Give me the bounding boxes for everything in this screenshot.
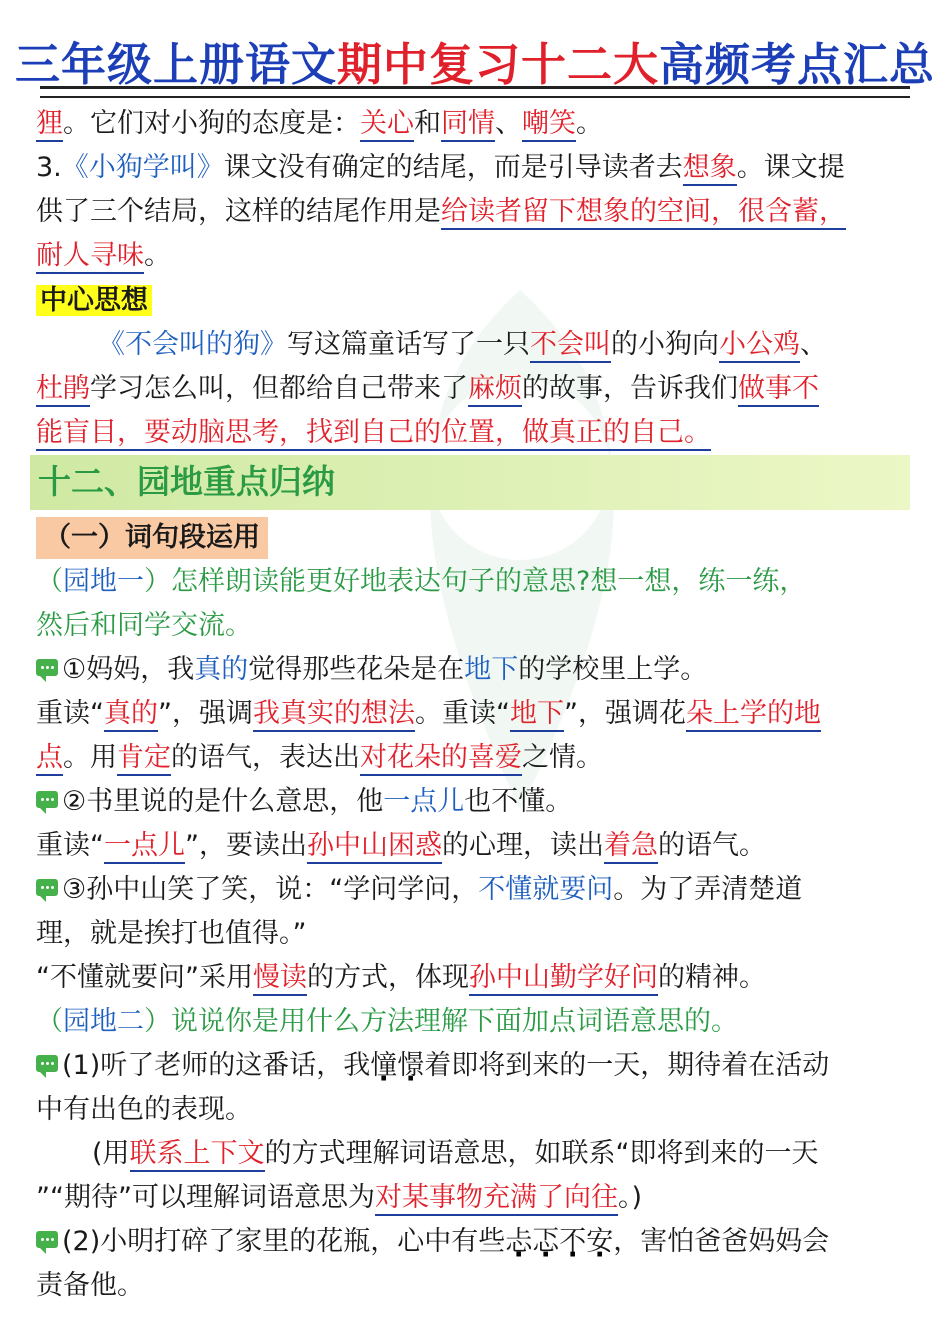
center-idea-line-1 [36,325,827,365]
chat-bubble-icon [36,879,58,896]
keyword: 点 [36,742,63,776]
answer-text: 耐人寻味 [36,240,144,274]
text: 重读“ [36,830,104,861]
sentence-3 [36,870,802,910]
text: ”，强调 [158,698,253,729]
text: 着即将到来的一天，期待着在活动 [424,1050,830,1081]
text: 。) [617,1182,643,1213]
text: 。它们对小狗的态度是： [63,108,360,139]
dotted-char: 安 [586,1226,614,1257]
text: “不懂就要问”采用 [36,962,253,993]
ending-line-2 [36,192,846,232]
keyword: 孙中山勤学好问 [469,962,658,996]
explain-1a [36,694,821,734]
chat-bubble-icon [36,1055,58,1072]
word-fox: 狸 [36,108,63,142]
text: ”，强调花 [564,698,686,729]
word-sympathy: 同情 [441,108,495,142]
text: 学习怎么叫，但都给自己带来了 [90,373,468,404]
keyword: 不懂就要问 [478,874,614,905]
center-idea-label [36,281,152,321]
dotted-char: 憧 [370,1050,398,1081]
lesson-title: 《不会叫的狗》 [98,329,287,360]
text: 的方式理解词语意思，如联系“即将到来的一天 [264,1138,819,1169]
keyword: 对某事物充满了向往 [375,1182,618,1216]
center-idea-heading: 中心思想 [36,285,152,316]
text: 、 [495,108,522,139]
keyword: 做事不 [738,373,819,407]
keyword: 我真实的想法 [253,698,415,732]
text: ③孙中山笑了笑，说：“学问学问， [62,874,479,905]
keyword: 对花朵的喜爱 [360,742,522,776]
text: 、 [800,329,827,360]
text: ”，要读出 [185,830,307,861]
keyword: 联系上下文 [130,1138,265,1172]
sentence-1 [36,650,707,690]
sentence-2 [36,782,572,822]
explain-2 [36,826,766,866]
answer-text: 给读者留下想象的空间，很含蓄， [441,196,846,230]
dotted-char: 忑 [532,1226,560,1257]
text: 。为了弄清楚道 [613,874,803,905]
text: （ [36,1006,63,1037]
garden-label: 园地二 [63,1006,144,1037]
dotted-char: 憬 [397,1050,425,1081]
answer-1a [92,1134,819,1174]
subsection-title: （一）词句段运用 [44,522,260,553]
text: (2)小明打碎了家里的花瓶，心中有些 [62,1226,506,1257]
text: ”“期待”可以理解词语意思为 [36,1182,375,1213]
answer-1b [36,1178,642,1218]
question-1 [36,1046,829,1086]
text: 的学校里上学。 [518,654,708,685]
word-ridicule: 嘲笑 [522,108,576,142]
text: (1)听了老师的这番话，我 [62,1050,371,1081]
keyword: 朵上学的地 [686,698,821,732]
text: 的语气。 [658,830,766,861]
text: ①妈妈，我 [62,654,195,685]
text: 供了三个结局，这样的结尾作用是 [36,196,441,227]
chat-bubble-icon [36,791,58,808]
keyword: 能盲目，要动脑思考，找到自己的位置，做真正的自己。 [36,417,711,451]
text: ） [144,566,171,597]
sentence-3b: 理，就是挨打也值得。” [36,918,307,949]
keyword: 地下 [510,698,564,732]
keyword: 小公鸡 [719,329,800,363]
text: 的精神。 [657,962,766,993]
keyword: 真的 [104,698,158,732]
dotted-char: 不 [559,1226,587,1257]
text: 。 [576,108,603,139]
ending-line-1 [36,148,845,188]
text: 和 [414,108,441,139]
text: ②书里说的是什么意思，他 [62,786,384,817]
lesson-title: 《小狗学叫》 [61,152,224,183]
text: （ [36,566,63,597]
explain-1b [36,738,603,778]
center-idea-line-3 [36,413,711,453]
text: 的语气，表达出 [171,742,360,773]
keyword: 麻烦 [468,373,522,407]
word-imagine: 想象 [683,152,737,186]
item-number: 3. [36,152,62,183]
text: 之情。 [522,742,603,773]
explain-3 [36,958,766,998]
text: 觉得那些花朵是在 [248,654,465,685]
attitude-line [36,104,603,144]
keyword: 一点儿 [383,786,465,817]
question-2 [36,1222,829,1262]
text: 的小狗向 [611,329,719,360]
title-part-3: 高频考点汇总 [659,38,936,91]
prompt-text: 说说你是用什么方法理解下面加点词语意思的。 [171,1006,738,1037]
question-2b: 责备他。 [36,1270,144,1301]
text: 课文没有确定的结尾，而是引导读者去 [223,152,683,183]
garden-label: 园地一 [63,566,144,597]
word-care: 关心 [360,108,414,142]
text: ） [144,1006,171,1037]
keyword: 慢读 [253,962,307,996]
text: 的心理，读出 [442,830,604,861]
text: 写这篇童话写了一只 [287,329,530,360]
text: 的方式，体现 [306,962,469,993]
chat-bubble-icon [36,659,58,676]
prompt-text: 怎样朗读能更好地表达句子的意思?想一想，练一练， [171,566,807,597]
keyword: 地下 [464,654,519,685]
text: ，害怕爸爸妈妈会 [613,1226,830,1257]
keyword: 一点儿 [104,830,185,864]
center-idea-line-2 [36,369,819,409]
text: 也不懂。 [464,786,573,817]
garden2-prompt [36,1002,738,1042]
text: 重读“ [36,698,104,729]
title-part-2: 期中复习十二大 [336,38,659,91]
title-double-rule [40,86,910,98]
question-1b: 中有出色的表现。 [36,1094,252,1125]
garden1-prompt-1 [36,562,806,602]
garden1-prompt-2: 然后和同学交流。 [36,610,252,641]
chat-bubble-icon [36,1231,58,1248]
page-title [0,28,950,93]
keyword: 真的 [194,654,249,685]
keyword: 肯定 [117,742,171,776]
text: 。用 [63,742,117,773]
text: 的故事，告诉我们 [522,373,738,404]
dotted-char: 忐 [505,1226,533,1257]
keyword: 孙中山困惑 [307,830,442,864]
ending-line-3 [36,236,171,276]
keyword: 不会叫 [530,329,611,363]
text: 。重读“ [415,698,510,729]
keyword: 着急 [604,830,658,864]
text: 。 [144,240,171,271]
text: (用 [92,1138,130,1169]
title-part-1: 三年级上册语文 [14,38,337,91]
section-title: 十二、园地重点归纳 [38,462,335,501]
text: 。课文提 [736,152,845,183]
keyword: 杜鹃 [36,373,90,407]
